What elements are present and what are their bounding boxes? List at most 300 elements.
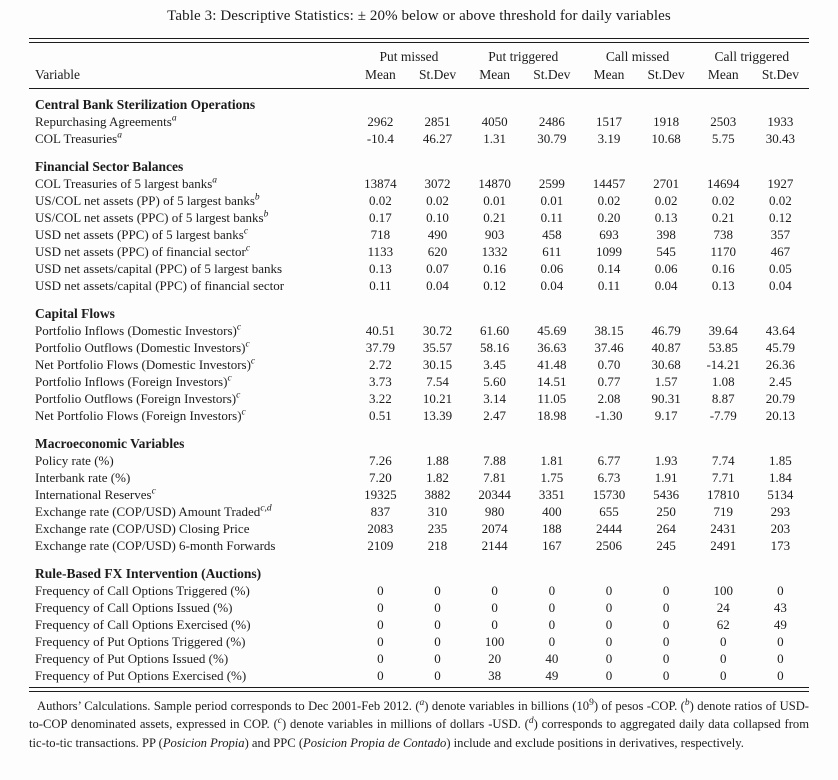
cell-value: 13874	[364, 176, 397, 191]
cell-value: 0	[548, 617, 556, 632]
footnote-marker: c	[236, 390, 241, 401]
footnote-marker: b	[254, 192, 260, 203]
cell-value: 3.14	[483, 391, 507, 406]
cell-value: 0.11	[369, 278, 392, 293]
cell-value: 17810	[706, 487, 740, 502]
cell-value: 43	[773, 600, 787, 615]
cell-value: 3351	[538, 487, 565, 502]
variable-column-header: Variable	[35, 66, 80, 82]
cell-value: 0	[777, 668, 784, 683]
section-heading-row	[29, 89, 809, 114]
cell-value: 2851	[424, 114, 451, 129]
footnote-text-segment: Authors’ Calculations. Sample period corresponds to Dec 2001-Feb 2012. (	[37, 699, 420, 713]
cell-value: 40.51	[365, 323, 395, 338]
cell-value: 0	[548, 600, 556, 615]
cell-value: 0	[719, 651, 727, 666]
cell-value: 7.88	[483, 453, 507, 468]
footnote-marker: c	[236, 322, 242, 333]
row-label: Exchange rate (COP/USD) 6-month Forwards	[35, 538, 276, 553]
row-label: Repurchasing Agreements$^a$	[35, 113, 177, 129]
cell-value: 0.04	[769, 278, 792, 293]
cell-value: 0	[548, 634, 556, 649]
table-body	[29, 89, 809, 688]
cell-value: 15730	[592, 487, 626, 502]
stat-header-mean-4: Mean	[707, 66, 739, 82]
row-label: Exchange rate (COP/USD) Closing Price	[35, 521, 250, 536]
table-row	[29, 486, 809, 503]
footnote-marker: c	[243, 226, 249, 237]
cell-value: -14.21	[706, 357, 741, 372]
row-label: International Reserves$^c$	[35, 486, 156, 502]
cell-value: 837	[370, 504, 391, 519]
cell-value: 1332	[481, 244, 508, 259]
cell-value: 0	[434, 668, 441, 683]
cell-value: 6.77	[597, 453, 621, 468]
table-row	[29, 209, 809, 226]
table-row	[29, 130, 809, 147]
cell-value: 400	[542, 504, 562, 519]
cell-value: 0.07	[426, 261, 449, 276]
bottom-double-rule	[29, 687, 809, 692]
row-label: Frequency of Put Options Triggered (%)	[35, 634, 246, 649]
section-heading: Capital Flows	[35, 306, 115, 321]
cell-value: 7.81	[483, 470, 507, 485]
cell-value: 467	[770, 244, 791, 259]
cell-value: 0.12	[769, 210, 792, 225]
group-header-put-missed: Put missed	[379, 48, 439, 64]
cell-value: 0.02	[426, 193, 449, 208]
cell-value: 0	[662, 600, 670, 615]
cell-value: 245	[656, 538, 676, 553]
cell-value: 0.70	[597, 357, 621, 372]
cell-value: 357	[770, 227, 791, 242]
cell-value: 46.79	[651, 323, 681, 338]
table-row	[29, 373, 809, 390]
table-row	[29, 582, 809, 599]
cell-value: 0.06	[654, 261, 678, 276]
cell-value: 10.68	[651, 131, 681, 146]
table-row	[29, 260, 809, 277]
cell-value: 0	[605, 634, 613, 649]
row-label: Interbank rate (%)	[35, 470, 131, 485]
cell-value: 203	[770, 521, 791, 536]
cell-value: 0	[377, 651, 384, 666]
row-label: Exchange rate (COP/USD) Amount Traded$^{c,d}$	[35, 503, 272, 519]
cell-value: 14694	[706, 176, 740, 191]
row-label: USD net assets (PPC) of 5 largest banks$^c$	[35, 226, 249, 242]
stat-header-mean-1: Mean	[365, 66, 396, 82]
cell-value: 980	[484, 504, 505, 519]
cell-value: 0.06	[540, 261, 564, 276]
cell-value: 218	[427, 538, 448, 553]
cell-value: 0	[662, 634, 670, 649]
cell-value: 1.75	[540, 470, 564, 485]
cell-value: 7.26	[369, 453, 392, 468]
cell-value: 0	[662, 583, 670, 598]
stat-header-stdev-2: St.Dev	[533, 66, 571, 82]
cell-value: 5134	[767, 487, 794, 502]
cell-value: 0.04	[654, 278, 678, 293]
row-label: USD net assets (PPC) of financial sector$^c$	[35, 243, 251, 259]
cell-value: 0	[662, 617, 670, 632]
footnote-marker: c,d	[260, 503, 272, 514]
group-header-spacer	[29, 43, 352, 65]
table-row	[29, 503, 809, 520]
cell-value: -10.4	[366, 131, 394, 146]
cell-value: 46.27	[422, 131, 453, 146]
row-label: Portfolio Outflows (Domestic Investors)$^c$	[35, 339, 250, 355]
cell-value: 2491	[710, 538, 737, 553]
cell-value: 100	[713, 583, 733, 598]
cell-value: 1133	[367, 244, 394, 259]
cell-value: 11.05	[537, 391, 567, 406]
cell-value: 2109	[367, 538, 394, 553]
cell-value: 30.68	[651, 357, 681, 372]
table-row	[29, 192, 809, 209]
table-row	[29, 667, 809, 687]
cell-value: 1170	[710, 244, 736, 259]
cell-value: 0	[491, 617, 498, 632]
table-row	[29, 226, 809, 243]
cell-value: 49	[773, 617, 787, 632]
cell-value: 490	[427, 227, 448, 242]
cell-value: 0	[662, 668, 670, 683]
cell-value: 26.36	[765, 357, 796, 372]
cell-value: 188	[542, 521, 562, 536]
cell-value: 1.84	[769, 470, 792, 485]
footnote-marker: a	[212, 175, 218, 186]
cell-value: 0.01	[540, 193, 564, 208]
descriptive-stats-table	[29, 43, 809, 687]
row-label: Frequency of Put Options Issued (%)	[35, 651, 229, 666]
cell-value: 1.85	[769, 453, 792, 468]
cell-value: 0.05	[769, 261, 792, 276]
row-label: USD net assets/capital (PPC) of financial sector	[35, 278, 285, 293]
cell-value: 2599	[538, 176, 565, 191]
cell-value: -1.30	[595, 408, 623, 423]
footnote-text-segment: ) denote variables in billions (10	[424, 699, 590, 713]
cell-value: 38	[488, 668, 502, 683]
cell-value: 2506	[595, 538, 622, 553]
row-label: COL Treasuries$^a$	[35, 130, 122, 146]
cell-value: 0	[377, 600, 384, 615]
cell-value: 2962	[367, 114, 394, 129]
cell-value: 1.82	[426, 470, 449, 485]
stats-table-container	[29, 38, 809, 752]
cell-value: 0	[434, 617, 441, 632]
cell-value: 14870	[478, 176, 511, 191]
cell-value: 0	[777, 651, 784, 666]
row-label: Net Portfolio Flows (Domestic Investors)$^c$	[35, 356, 256, 372]
cell-value: 0.21	[711, 210, 735, 225]
cell-value: 7.20	[369, 470, 392, 485]
cell-value: 0.51	[369, 408, 392, 423]
cell-value: 45.69	[537, 323, 567, 338]
footnote-text-segment: ) corresponds to aggregated daily data collapsed from tic-to-tic transactions. PP (	[29, 717, 809, 750]
footnote-text-segment: ) denote variables in millions of dollars -USD. (	[281, 717, 529, 732]
footnote-marker: c	[245, 243, 251, 254]
cell-value: 0	[491, 583, 498, 598]
row-label: US/COL net assets (PP) of 5 largest banks$^b$	[35, 192, 260, 208]
cell-value: 2701	[653, 176, 680, 191]
cell-value: 0.16	[483, 261, 507, 276]
footnote-marker: a	[117, 130, 122, 141]
table-row	[29, 356, 809, 373]
section-heading-row	[29, 424, 809, 452]
cell-value: 611	[542, 244, 562, 259]
cell-value: 7.71	[711, 470, 735, 485]
cell-value: 235	[427, 521, 448, 536]
group-header-call-triggered: Call triggered	[714, 48, 790, 64]
cell-value: 3072	[424, 176, 451, 191]
cell-value: 0	[662, 651, 670, 666]
row-label: Frequency of Call Options Issued (%)	[35, 600, 233, 615]
cell-value: 61.60	[480, 323, 510, 338]
cell-value: 264	[656, 521, 676, 536]
cell-value: 1933	[767, 114, 794, 129]
cell-value: 0	[719, 634, 727, 649]
stat-header-stdev-4: St.Dev	[761, 66, 799, 82]
cell-value: 24	[716, 600, 730, 615]
cell-value: 0	[719, 668, 727, 683]
cell-value: 20.13	[765, 408, 796, 423]
cell-value: 0	[605, 600, 613, 615]
cell-value: 30.79	[537, 131, 567, 146]
cell-value: 0.11	[597, 278, 621, 293]
cell-value: 0.14	[597, 261, 621, 276]
cell-value: 0.21	[483, 210, 507, 225]
cell-value: 37.79	[365, 340, 395, 355]
cell-value: 9.17	[654, 408, 678, 423]
section-heading-row	[29, 294, 809, 322]
stat-header-row	[29, 65, 809, 89]
cell-value: 30.72	[422, 323, 453, 338]
table-row	[29, 277, 809, 294]
cell-value: 0	[605, 617, 613, 632]
footnote-marker: c	[227, 373, 232, 384]
cell-value: 2.47	[483, 408, 507, 423]
cell-value: 0	[777, 583, 784, 598]
cell-value: 173	[770, 538, 791, 553]
cell-value: 0.13	[654, 210, 678, 225]
cell-value: 620	[427, 244, 448, 259]
cell-value: 0.02	[597, 193, 621, 208]
cell-value: 0.02	[369, 193, 392, 208]
footnote-text-segment: d	[528, 716, 534, 727]
cell-value: 3882	[424, 487, 451, 502]
cell-value: 58.16	[480, 340, 510, 355]
cell-value: 4050	[481, 114, 508, 129]
cell-value: 14.51	[537, 374, 567, 389]
footnote-marker: c	[250, 356, 256, 367]
cell-value: 49	[545, 668, 559, 683]
cell-value: 293	[770, 504, 791, 519]
cell-value: 1.31	[483, 131, 507, 146]
cell-value: 3.45	[483, 357, 507, 372]
footnote-text-segment: a	[419, 697, 425, 708]
group-header-row	[29, 43, 809, 65]
section-heading: Rule-Based FX Intervention (Auctions)	[35, 566, 262, 581]
cell-value: 30.43	[765, 131, 796, 146]
section-heading-row	[29, 147, 809, 175]
cell-value: 903	[484, 227, 505, 242]
cell-value: 0	[434, 600, 441, 615]
cell-value: 3.22	[369, 391, 392, 406]
cell-value: 43.64	[765, 323, 796, 338]
footnote-marker: b	[263, 209, 269, 220]
table-header	[29, 43, 809, 89]
cell-value: 2.45	[769, 374, 792, 389]
cell-value: 0	[377, 617, 384, 632]
cell-value: 13.39	[422, 408, 453, 423]
cell-value: 310	[427, 504, 448, 519]
cell-value: 0.17	[369, 210, 392, 225]
cell-value: 0.02	[711, 193, 735, 208]
cell-value: 1.57	[654, 374, 678, 389]
cell-value: 2431	[710, 521, 737, 536]
cell-value: 7.54	[426, 374, 449, 389]
row-label: Frequency of Put Options Exercised (%)	[35, 668, 247, 683]
cell-value: 38.15	[594, 323, 624, 338]
cell-value: 167	[542, 538, 562, 553]
cell-value: 14457	[592, 176, 626, 191]
cell-value: 1.81	[540, 453, 564, 468]
stat-header-mean-2: Mean	[479, 66, 511, 82]
footnote-text-segment: 9	[589, 697, 594, 708]
cell-value: 1.88	[426, 453, 449, 468]
cell-value: 1918	[653, 114, 680, 129]
cell-value: 2144	[481, 538, 508, 553]
cell-value: 100	[484, 634, 505, 649]
cell-value: 1.93	[654, 453, 678, 468]
cell-value: 39.64	[708, 323, 738, 338]
cell-value: 5.60	[483, 374, 507, 389]
footnote-marker: c	[245, 339, 250, 350]
cell-value: 0	[434, 651, 441, 666]
table-row	[29, 339, 809, 356]
cell-value: 0	[434, 634, 441, 649]
table-row	[29, 633, 809, 650]
row-label: Policy rate (%)	[35, 453, 114, 468]
table-row	[29, 452, 809, 469]
cell-value: 41.48	[537, 357, 567, 372]
row-label: USD net assets/capital (PPC) of 5 largest banks	[35, 261, 283, 276]
table-row	[29, 175, 809, 192]
footnote-text-segment: ) and PPC (	[244, 735, 304, 750]
table-footnote	[29, 697, 809, 752]
row-label: COL Treasuries of 5 largest banks$^a$	[35, 175, 218, 191]
row-label: US/COL net assets (PPC) of 5 largest banks$^b$	[35, 209, 269, 225]
table-row	[29, 537, 809, 554]
group-header-put-triggered: Put triggered	[488, 48, 559, 64]
cell-value: 0.01	[483, 193, 507, 208]
cell-value: 1517	[595, 114, 622, 129]
cell-value: 35.57	[422, 340, 453, 355]
cell-value: 0.04	[540, 278, 564, 293]
table-row	[29, 243, 809, 260]
cell-value: 719	[713, 504, 733, 519]
table-caption: Table 3: Descriptive Statistics: ± 20% below or above threshold for daily variables	[167, 8, 671, 24]
cell-value: 545	[656, 244, 676, 259]
cell-value: 0.11	[540, 210, 563, 225]
cell-value: 2083	[367, 521, 394, 536]
section-heading-row	[29, 554, 809, 582]
table-row	[29, 390, 809, 407]
cell-value: 1099	[595, 244, 622, 259]
cell-value: 90.31	[651, 391, 681, 406]
cell-value: 0.13	[711, 278, 735, 293]
cell-value: 0	[605, 668, 613, 683]
cell-value: 0.77	[597, 374, 621, 389]
cell-value: 37.46	[594, 340, 624, 355]
cell-value: 655	[599, 504, 619, 519]
group-header-call-missed: Call missed	[605, 48, 670, 64]
cell-value: 2.72	[369, 357, 392, 372]
footnote-text-segment: c	[277, 716, 282, 727]
cell-value: 0.02	[654, 193, 678, 208]
footnote-text-segment: Posicion Propia	[162, 735, 245, 750]
stat-header-stdev-3: St.Dev	[647, 66, 685, 82]
row-label: Frequency of Call Options Triggered (%)	[35, 583, 250, 598]
cell-value: 2486	[538, 114, 565, 129]
cell-value: 5436	[653, 487, 680, 502]
row-label: Portfolio Inflows (Domestic Investors)$^c$	[35, 322, 242, 338]
cell-value: 398	[656, 227, 676, 242]
row-label: Portfolio Inflows (Foreign Investors)$^c$	[35, 373, 232, 389]
cell-value: 0.16	[711, 261, 735, 276]
cell-value: 0	[548, 583, 556, 598]
table-row	[29, 113, 809, 130]
cell-value: 0	[605, 651, 613, 666]
cell-value: 20.79	[765, 391, 796, 406]
cell-value: 0.13	[369, 261, 392, 276]
cell-value: 5.75	[711, 131, 735, 146]
cell-value: 718	[370, 227, 391, 242]
cell-value: 2.08	[597, 391, 621, 406]
cell-value: 36.63	[537, 340, 567, 355]
cell-value: 2503	[710, 114, 737, 129]
cell-value: 19325	[364, 487, 397, 502]
section-heading: Macroeconomic Variables	[35, 436, 185, 451]
cell-value: 0.02	[769, 193, 792, 208]
cell-value: 2444	[595, 521, 622, 536]
cell-value: 0.20	[597, 210, 621, 225]
cell-value: 7.74	[711, 453, 735, 468]
row-label: Portfolio Outflows (Foreign Investors)$^c$	[35, 390, 241, 406]
stat-header-stdev-1: St.Dev	[418, 66, 457, 82]
table-row	[29, 650, 809, 667]
cell-value: 0	[377, 583, 384, 598]
cell-value: 0	[491, 600, 498, 615]
footnote-marker: c	[241, 407, 246, 418]
row-label: Frequency of Call Options Exercised (%)	[35, 617, 251, 632]
cell-value: 10.21	[422, 391, 453, 406]
cell-value: 0	[777, 634, 784, 649]
footnote-text-segment: Posicion Propia de Contado	[303, 735, 447, 750]
table-row	[29, 322, 809, 339]
cell-value: 30.15	[422, 357, 453, 372]
section-heading: Financial Sector Balances	[35, 159, 184, 174]
cell-value: 45.79	[765, 340, 796, 355]
cell-value: 62	[716, 617, 730, 632]
cell-value: 8.87	[711, 391, 735, 406]
cell-value: 3.73	[369, 374, 392, 389]
cell-value: 738	[713, 227, 733, 242]
table-row	[29, 520, 809, 537]
cell-value: 0.10	[426, 210, 449, 225]
table-row	[29, 599, 809, 616]
footnote-text-segment: b	[684, 697, 690, 708]
